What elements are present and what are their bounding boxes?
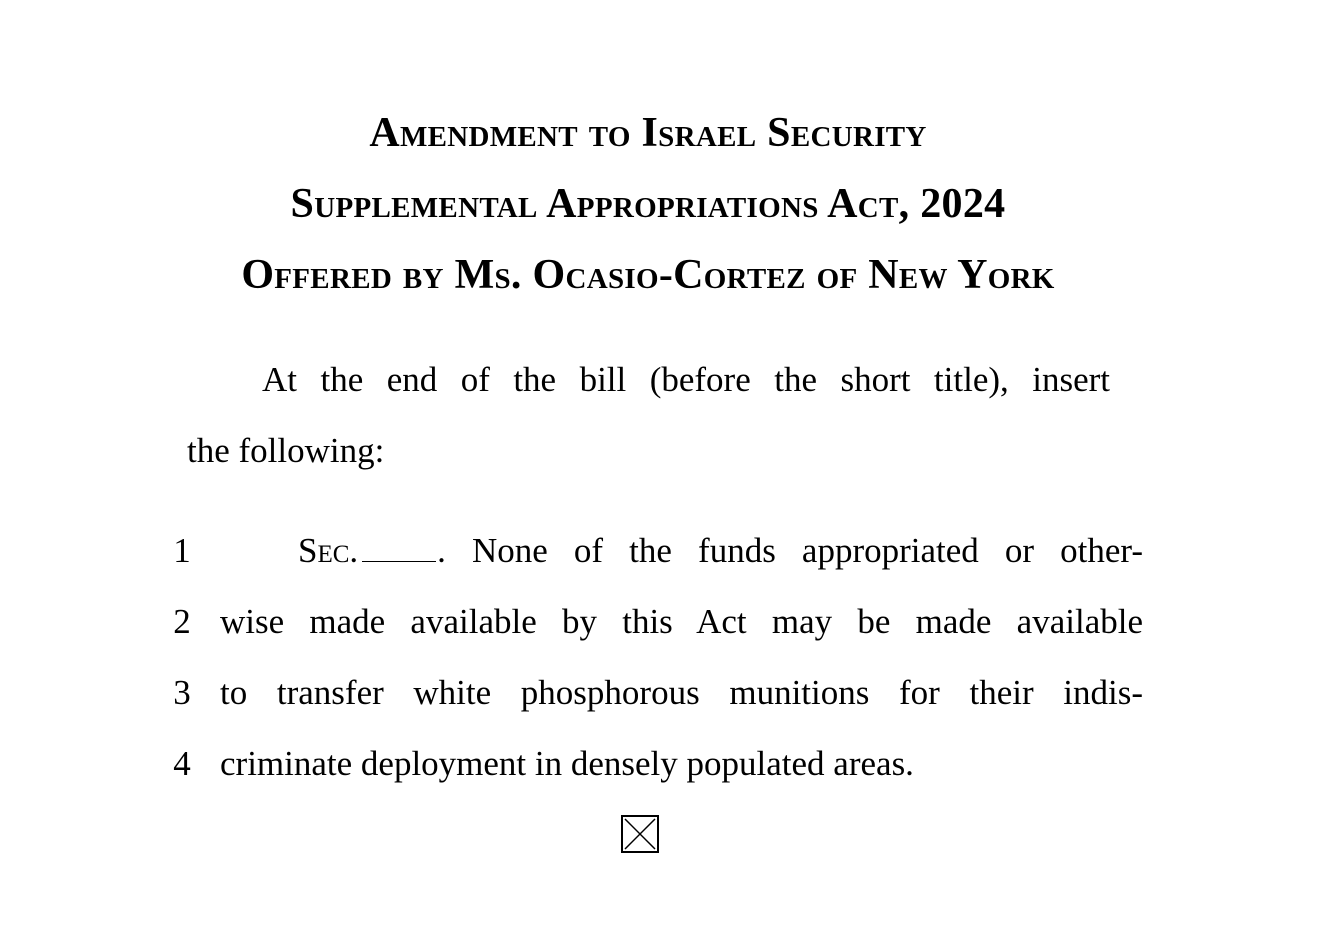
title-line-3: Offered by Ms. Ocasio-Cortez of New York — [241, 252, 1055, 298]
section-label: Sec. — [298, 531, 359, 570]
section-number-blank — [362, 560, 436, 562]
bill-text-line-2: wise made available by this Act may be made available — [220, 602, 1143, 641]
title-line-1: Amendment to Israel Security — [369, 110, 927, 156]
bill-text-line-1 — [298, 533, 1143, 568]
line-number-2: 2 — [173, 602, 191, 641]
title-line-2: Supplemental Appropriations Act, 2024 — [290, 181, 1006, 227]
bill-text-line-4: criminate deployment in densely populated areas. — [220, 744, 914, 783]
line-number-3: 3 — [173, 673, 191, 712]
boxed-x-end-mark-icon — [621, 815, 659, 853]
line-number-1: 1 — [173, 531, 191, 570]
bill-text-line-3: to transfer white phosphorous munitions for their indis- — [220, 673, 1143, 712]
instruction-line-1: At the end of the bill (before the short title), insert — [262, 360, 1110, 399]
line-number-4: 4 — [173, 744, 191, 783]
bill-text-line-1-rest: . None of the funds appropriated or other- — [437, 531, 1143, 570]
instruction-line-2: the following: — [187, 431, 385, 470]
